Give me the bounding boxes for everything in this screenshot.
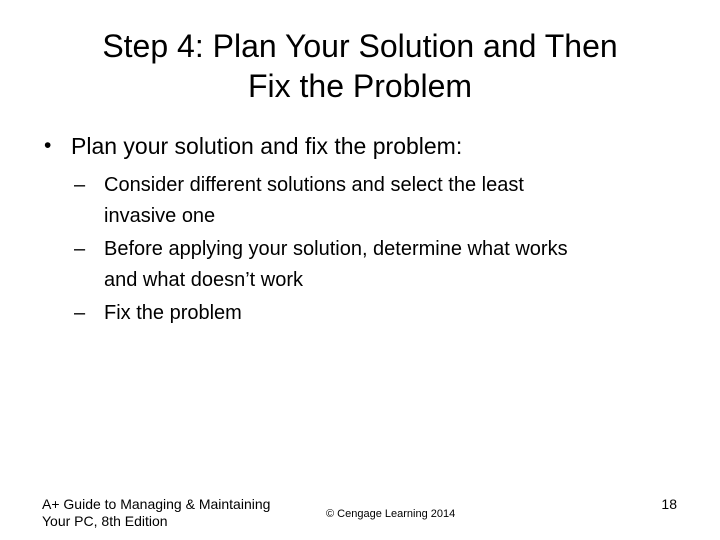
sub-bullet-item-1: [72, 170, 685, 232]
slide-title: [40, 26, 680, 106]
sub-bullet-item-2: [72, 234, 685, 296]
footer-book-title: [42, 496, 292, 530]
sub-bullet-text: invasive one: [104, 205, 216, 227]
footer-book-title-line-2: Your PC, 8th Edition: [42, 513, 168, 529]
sub-bullet-text: Before applying your solution, determine what works: [104, 238, 568, 260]
footer-copyright: © Cengage Learning 2014: [326, 508, 456, 520]
slide-title-line-1: Step 4: Plan Your Solution and Then: [102, 28, 618, 64]
slide-title-line-2: Fix the Problem: [247, 68, 473, 104]
bullet-text: Plan your solution and fix the problem:: [71, 133, 463, 159]
bullet-item: [44, 132, 684, 329]
dash-marker: –: [74, 302, 86, 324]
dash-marker: –: [74, 238, 86, 260]
sub-bullet-item-3: [72, 298, 685, 329]
sub-bullet-text: Fix the problem: [104, 302, 242, 324]
bullet-list: [44, 132, 684, 331]
sub-bullet-list: [72, 170, 685, 329]
footer-book-title-line-1: A+ Guide to Managing & Maintaining: [42, 496, 271, 512]
slide-number: 18: [661, 496, 677, 512]
sub-bullet-text: and what doesn’t work: [104, 269, 304, 291]
bullet-marker: •: [44, 134, 52, 157]
dash-marker: –: [74, 174, 86, 196]
sub-bullet-text: Consider different solutions and select the least: [104, 174, 524, 196]
